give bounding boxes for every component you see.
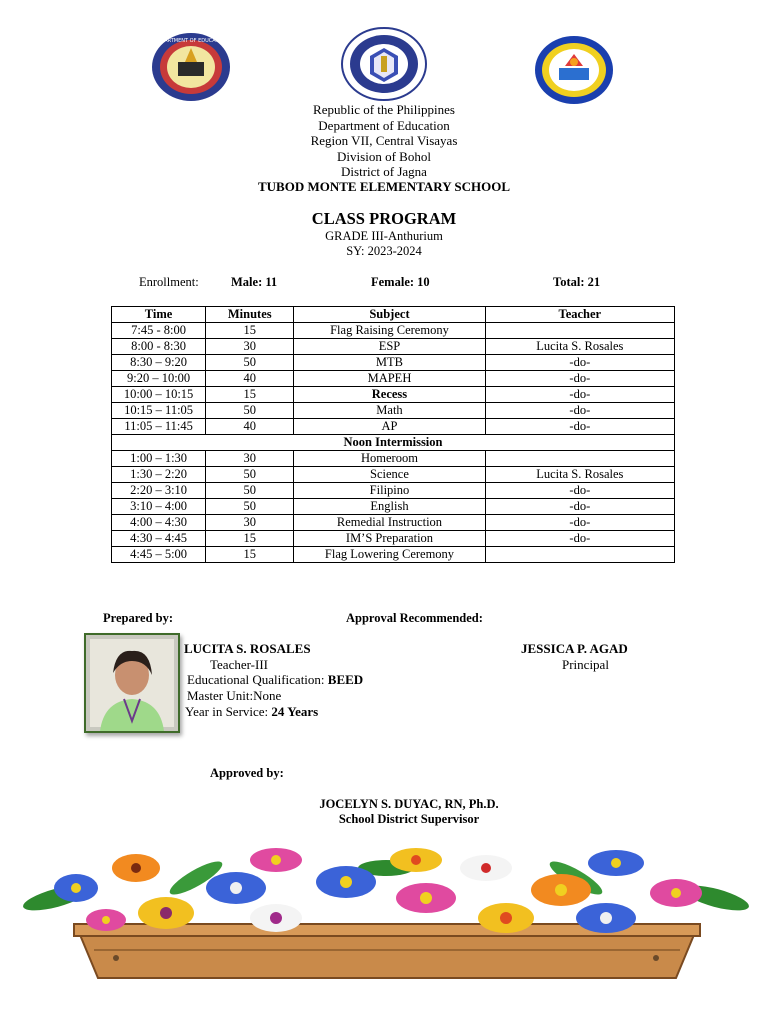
supervisor-position: School District Supervisor <box>338 812 480 826</box>
principal-name: JESSICA P. AGAD <box>521 641 628 656</box>
table-row <box>112 483 675 499</box>
cell-time: 3:10 – 4:00 <box>112 499 206 515</box>
cell-minutes: 50 <box>206 467 294 483</box>
teacher-photo <box>84 633 180 733</box>
col-header-minutes: Minutes <box>206 307 294 323</box>
enrollment-total: Total: 21 <box>553 275 601 289</box>
cell-minutes: 15 <box>206 387 294 403</box>
cell-time: 10:15 – 11:05 <box>112 403 206 419</box>
approval-recommended-label: Approval Recommended: <box>346 611 483 625</box>
cell-time: 8:00 - 8:30 <box>112 339 206 355</box>
cell-minutes: 30 <box>206 339 294 355</box>
cell-subject: IM’S Preparation <box>294 531 485 547</box>
principal-position: Principal <box>562 657 609 672</box>
cell-teacher: -do- <box>485 531 674 547</box>
cell-subject: Filipino <box>294 483 485 499</box>
cell-minutes: 50 <box>206 403 294 419</box>
intermission-row <box>112 435 675 451</box>
header-line: Republic of the Philippines <box>313 102 455 117</box>
table-row <box>112 515 675 531</box>
cell-subject: Flag Lowering Ceremony <box>294 547 485 563</box>
school-logo <box>533 34 615 106</box>
cell-minutes: 40 <box>206 419 294 435</box>
cell-time: 10:00 – 10:15 <box>112 387 206 403</box>
table-row <box>112 467 675 483</box>
cell-time: 2:20 – 3:10 <box>112 483 206 499</box>
cell-time: 8:30 – 9:20 <box>112 355 206 371</box>
table-row <box>112 355 675 371</box>
col-header-subject: Subject <box>294 307 485 323</box>
enrollment-label: Enrollment: <box>139 275 199 289</box>
master-unit: Master Unit:None <box>187 688 282 703</box>
col-header-teacher: Teacher <box>485 307 674 323</box>
cell-teacher: -do- <box>485 403 674 419</box>
table-row <box>112 451 675 467</box>
service-value: 24 Years <box>271 704 319 719</box>
educational-qualification <box>187 672 363 688</box>
table-row <box>112 403 675 419</box>
table-row <box>112 339 675 355</box>
cell-teacher: -do- <box>485 387 674 403</box>
cell-time: 7:45 - 8:00 <box>112 323 206 339</box>
cell-minutes: 15 <box>206 531 294 547</box>
table-row <box>112 499 675 515</box>
table-row <box>112 323 675 339</box>
cell-minutes: 30 <box>206 451 294 467</box>
cell-subject: MTB <box>294 355 485 371</box>
cell-subject: Homeroom <box>294 451 485 467</box>
table-row <box>112 371 675 387</box>
cell-teacher: -do- <box>485 355 674 371</box>
cell-time: 9:20 – 10:00 <box>112 371 206 387</box>
cell-subject: Math <box>294 403 485 419</box>
cell-teacher: -do- <box>485 371 674 387</box>
cell-teacher <box>485 547 674 563</box>
cell-subject: Remedial Instruction <box>294 515 485 531</box>
qualification-label: Educational Qualification: <box>187 672 325 687</box>
qualification-value: BEED <box>327 672 364 687</box>
flower-box-decoration <box>16 838 756 988</box>
deped-seal-logo <box>340 26 428 102</box>
noon-intermission: Noon Intermission <box>112 435 675 451</box>
cell-time: 4:30 – 4:45 <box>112 531 206 547</box>
cell-minutes: 15 <box>206 547 294 563</box>
cell-subject: MAPEH <box>294 371 485 387</box>
school-year: SY: 2023-2024 <box>346 244 422 258</box>
enrollment-female: Female: 10 <box>371 275 430 289</box>
cell-time: 1:30 – 2:20 <box>112 467 206 483</box>
cell-subject: AP <box>294 419 485 435</box>
enrollment-male: Male: 11 <box>231 275 278 289</box>
cell-teacher <box>485 451 674 467</box>
supervisor-name: JOCELYN S. DUYAC, RN, Ph.D. <box>319 797 499 811</box>
cell-time: 1:00 – 1:30 <box>112 451 206 467</box>
table-row <box>112 531 675 547</box>
prepared-by-label: Prepared by: <box>103 611 174 625</box>
cell-teacher <box>485 323 674 339</box>
cell-minutes: 50 <box>206 499 294 515</box>
cell-subject: English <box>294 499 485 515</box>
cell-time: 4:00 – 4:30 <box>112 515 206 531</box>
deped-division-logo <box>150 32 232 102</box>
table-header-row <box>112 307 675 323</box>
teacher-name: LUCITA S. ROSALES <box>184 641 311 656</box>
col-header-time: Time <box>112 307 206 323</box>
header-line: Division of Bohol <box>337 148 431 164</box>
cell-subject: ESP <box>294 339 485 355</box>
svg-text:DEPARTMENT OF EDUCATION: DEPARTMENT OF EDUCATION <box>154 38 228 44</box>
page-title: CLASS PROGRAM <box>311 209 457 228</box>
cell-time: 4:45 – 5:00 <box>112 547 206 563</box>
cell-teacher: -do- <box>485 499 674 515</box>
cell-minutes: 50 <box>206 483 294 499</box>
year-in-service <box>185 704 318 720</box>
cell-subject: Recess <box>294 387 485 403</box>
class-program-table <box>111 306 675 563</box>
table-row <box>112 547 675 563</box>
cell-time: 11:05 – 11:45 <box>112 419 206 435</box>
cell-teacher: Lucita S. Rosales <box>485 339 674 355</box>
header-line: Department of Education <box>318 117 450 133</box>
approved-by-label: Approved by: <box>210 766 284 780</box>
cell-subject: Flag Raising Ceremony <box>294 323 485 339</box>
table-row <box>112 387 675 403</box>
school-name: TUBOD MONTE ELEMENTARY SCHOOL <box>258 179 510 194</box>
cell-minutes: 50 <box>206 355 294 371</box>
cell-teacher: Lucita S. Rosales <box>485 467 674 483</box>
header-line: Region VII, Central Visayas <box>310 133 458 148</box>
service-label: Year in Service: <box>185 704 269 719</box>
cell-minutes: 40 <box>206 371 294 387</box>
grade-section: GRADE III-Anthurium <box>325 229 443 243</box>
cell-teacher: -do- <box>485 419 674 435</box>
cell-minutes: 30 <box>206 515 294 531</box>
teacher-position: Teacher-III <box>210 657 268 672</box>
cell-teacher: -do- <box>485 515 674 531</box>
table-row <box>112 419 675 435</box>
letterhead <box>0 102 768 180</box>
cell-minutes: 15 <box>206 323 294 339</box>
cell-subject: Science <box>294 467 485 483</box>
header-line: District of Jagna <box>341 164 427 179</box>
cell-teacher: -do- <box>485 483 674 499</box>
